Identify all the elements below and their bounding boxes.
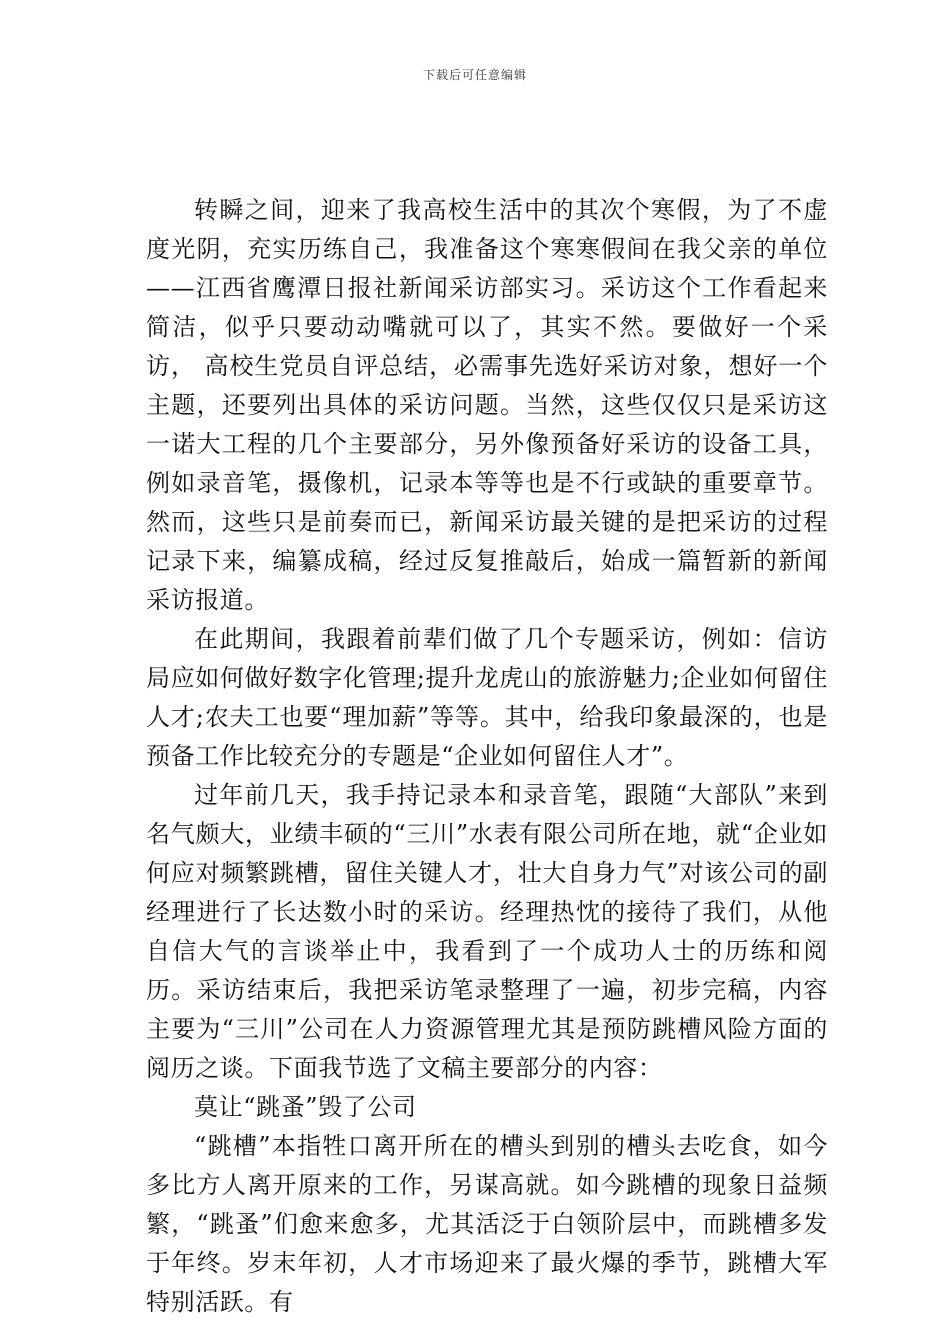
document-body: [146, 191, 828, 1322]
paragraph-4: “跳槽”本指牲口离开所在的槽头到别的槽头去吃食，如今多比方人离开原来的工作，另谋高就。如今跳槽的现象日益频繁，“跳蚤”们愈来愈多，尤其活泛于白领阶层中，而跳槽多发于年终。岁末年初，人才市场迎来了最火爆的季节，跳槽大军特别活跃。有: [146, 1132, 828, 1316]
paragraph-3: 过年前几天，我手持记录本和录音笔，跟随“大部队”来到名气颇大，业绩丰硕的“三川”水表有限公司所在地，就“企业如何应对频繁跳槽，留住关键人才，壮大自身力气”对该公司的副经理进行了长达数小时的采访。经理热忱的接待了我们，从他自信大气的言谈举止中，我看到了一个成功人士的历练和阅历。采访结束后，我把采访笔录整理了一遍，初步完稿，内容主要为“三川”公司在人力资源管理尤其是预防跳槽风险方面的阅历之谈。下面我节选了文稿主要部分的内容：: [146, 781, 828, 1082]
paragraph-2: 在此期间，我跟着前辈们做了几个专题采访，例如：信访局应如何做好数字化管理;提升龙虎山的旅游魅力;企业如何留住人才;农夫工也要“理加薪”等等。其中，给我印象最深的，也是预备工作比较充分的专题是“企业如何留住人才”。: [146, 625, 828, 770]
page-header: 下载后可任意编辑: [422, 68, 527, 82]
section-heading: 莫让“跳蚤”毁了公司: [194, 1093, 417, 1121]
paragraph-1: 转瞬之间，迎来了我高校生活中的其次个寒假，为了不虚度光阴，充实历练自己，我准备这个寒寒假间在我父亲的单位——江西省鹰潭日报社新闻采访部实习。采访这个工作看起来简洁，似乎只要动动嘴就可以了，其实不然。要做好一个采访， 高校生党员自评总结，必需事先选好采访对象，想好一个主题，还要列出具体的采访问题。当然，这些仅仅只是采访这一诺大工程的几个主要部分，另外像预备好采访的设备工具，例如录音笔，摄像机，记录本等等也是不行或缺的重要章节。然而，这些只是前奏而已，新闻采访最关键的是把采访的过程记录下来，编纂成稿，经过反复推敲后，始成一篇暂新的新闻采访报道。: [146, 196, 828, 614]
